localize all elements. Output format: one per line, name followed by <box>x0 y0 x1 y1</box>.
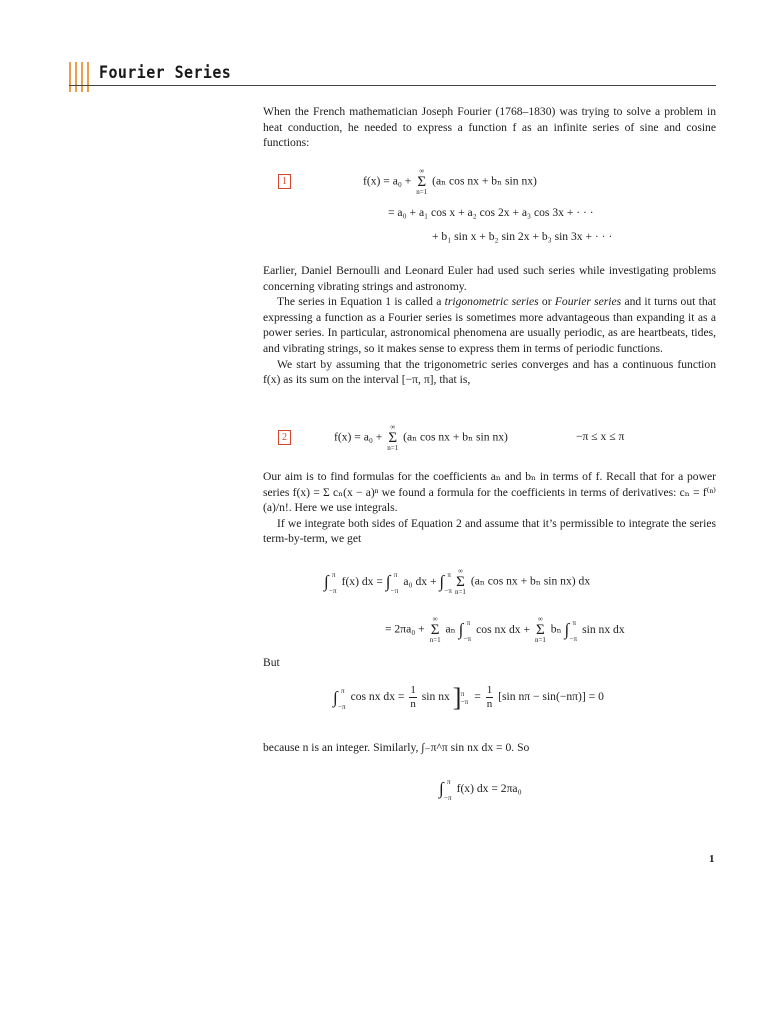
eq3-line2-c: cos nx dx + <box>476 622 531 636</box>
summation-symbol: ∞ Σ n=1 <box>454 567 466 596</box>
integral-symbol: ∫ π −π <box>439 571 452 595</box>
body-text <box>263 104 716 151</box>
body-text-3 <box>263 469 716 547</box>
summation-symbol: ∞ Σ n=1 <box>416 167 428 196</box>
eq4-part-a: cos nx dx = <box>350 690 405 704</box>
paragraph-integrate: If we integrate both sides of Equation 2 and assume that it’s permissible to integrate the series term-by-term, we get <box>263 516 716 546</box>
eq3-line2-a: = 2πa₀ + <box>385 622 425 636</box>
summation-symbol: ∞ Σ n=1 <box>534 615 546 644</box>
fraction: $\frac{1}{n}$ <box>410 684 416 710</box>
eq4-part-c: = <box>474 690 481 704</box>
eq3-part-b: a₀ dx + <box>403 574 437 588</box>
paragraph-definition: The series in Equation 1 is called a trigonometric series or Fourier series and it turns out that expressing a function as a Fourier series is sometimes more advantageous than expanding it as a power series. In particular, astronomical phenomena are usually periodic, as are heartbeats, tides, and vibrating strings, so it makes sense to express them in terms of periodic functions. <box>263 295 716 355</box>
summation-symbol: ∞ Σ n=1 <box>387 423 399 452</box>
header-bars-decoration <box>69 62 95 92</box>
body-text-5 <box>263 740 716 756</box>
eq3-line2-b: aₙ <box>445 622 456 636</box>
integral-symbol: ∫ π −π <box>385 571 399 595</box>
eq3-part-a: f(x) dx = <box>341 574 383 588</box>
eq4-part-b: sin nx <box>421 690 450 704</box>
eq2-rhs: (aₙ cos nx + bₙ sin nx) <box>403 430 508 444</box>
eq3-part-c: (aₙ cos nx + bₙ sin nx) dx <box>470 574 591 588</box>
eq3-line2-d: bₙ <box>550 622 562 636</box>
eq2-condition: −π ≤ x ≤ π <box>576 430 625 443</box>
body-text-2 <box>263 263 716 388</box>
page-number: 1 <box>709 853 715 865</box>
integral-symbol: ∫ π −π <box>324 571 337 595</box>
eq1-line3: + b₁ sin x + b₂ sin 2x + b₃ sin 3x + · · · <box>432 230 613 243</box>
integral-symbol: ∫ π −π <box>564 619 578 643</box>
header-rule <box>69 85 716 86</box>
evaluation-bracket: ] π −π <box>452 682 469 712</box>
eq3-line2-e: sin nx dx <box>582 622 625 636</box>
equation-number-2: 2 <box>278 430 291 445</box>
eq4-part-d: [sin nπ − sin(−nπ)] = 0 <box>498 690 604 704</box>
integral-symbol: ∫ π −π <box>439 778 452 802</box>
paragraph-but: But <box>263 656 280 669</box>
paragraph-assumption: We start by assuming that the trigonometric series converges and has a continuous function f(x) as its sum on the interval [−π, π], that is, <box>263 357 716 387</box>
paragraph-similarly: because n is an integer. Similarly, ∫₋π^π sin nx dx = 0. So <box>263 741 530 754</box>
page-header <box>0 0 768 95</box>
body-text-4 <box>263 655 716 671</box>
header-title: Fourier Series <box>99 63 232 83</box>
equation-number-1: 1 <box>278 174 291 189</box>
eq1-lhs: f(x) = a₀ + <box>363 174 412 188</box>
integral-symbol: ∫ π −π <box>458 619 472 643</box>
summation-symbol: ∞ Σ n=1 <box>429 615 441 644</box>
fraction: $\frac{1}{n}$ <box>486 684 493 710</box>
eq1-rhs: (aₙ cos nx + bₙ sin nx) <box>432 174 537 188</box>
eq1-line2: = a₀ + a₁ cos x + a₂ cos 2x + a₃ cos 3x + · · · <box>388 206 594 219</box>
paragraph-intro: When the French mathematician Joseph Fourier (1768–1830) was trying to solve a problem in heat conduction, he needed to express a function f as an infinite series of sine and cosine functions: <box>263 105 716 150</box>
paragraph-aim: Our aim is to find formulas for the coefficients aₙ and bₙ in terms of f. Recall that for a power series f(x) = Σ cₙ(x − a)ⁿ we found a formula for the coefficients in terms of derivatives: cₙ = f⁽ⁿ⁾(a)/n!. Here we use integrals. <box>263 470 716 515</box>
eq5-body: f(x) dx = 2πa₀ <box>456 781 522 795</box>
paragraph-history: Earlier, Daniel Bernoulli and Leonard Euler had used such series while investigating problems concerning vibrating strings and astronomy. <box>263 264 716 293</box>
eq2-lhs: f(x) = a₀ + <box>334 430 383 444</box>
integral-symbol: ∫ π −π <box>333 686 346 711</box>
